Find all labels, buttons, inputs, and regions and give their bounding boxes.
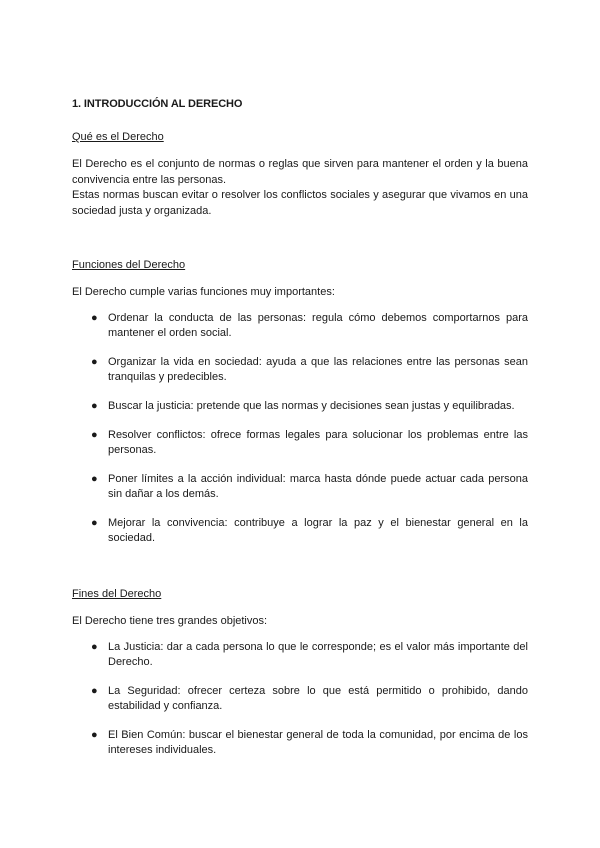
paragraph: Estas normas buscan evitar o resolver los conflictos sociales y asegurar que vivamos en una sociedad justa y organizada. <box>72 189 528 217</box>
list-item-text: La Seguridad: ofrecer certeza sobre lo que está permitido o prohibido, dando estabilidad y confianza. <box>108 685 528 712</box>
bullet-icon: ● <box>91 517 98 529</box>
list-item-text: Buscar la justicia: pretende que las normas y decisiones sean justas y equilibradas. <box>108 400 515 412</box>
bullet-icon: ● <box>91 400 98 412</box>
section-intro-funciones: El Derecho cumple varias funciones muy importantes: <box>72 286 335 298</box>
section-heading-funciones: Funciones del Derecho <box>72 259 186 271</box>
list-item <box>72 640 528 670</box>
bullet-icon: ● <box>91 685 98 697</box>
list-item <box>72 355 528 385</box>
bullet-list-funciones <box>72 311 528 560</box>
list-item <box>72 516 528 546</box>
list-item <box>72 684 528 714</box>
list-item-text: Mejorar la convivencia: contribuye a lograr la paz y el bienestar general en la sociedad. <box>108 517 528 544</box>
section-heading-fines: Fines del Derecho <box>72 588 162 600</box>
bullet-icon: ● <box>91 356 98 368</box>
bullet-icon: ● <box>91 729 98 741</box>
bullet-icon: ● <box>91 473 98 485</box>
list-item-text: Resolver conflictos: ofrece formas legales para solucionar los problemas entre las personas. <box>108 429 528 456</box>
bullet-icon: ● <box>91 312 98 324</box>
list-item <box>72 728 528 758</box>
list-item <box>72 472 528 502</box>
section-intro-fines: El Derecho tiene tres grandes objetivos: <box>72 615 268 627</box>
list-item-text: La Justicia: dar a cada persona lo que le corresponde; es el valor más importante del Derecho. <box>108 641 528 668</box>
list-item-text: Organizar la vida en sociedad: ayuda a que las relaciones entre las personas sean tranquilas y predecibles. <box>108 356 528 383</box>
list-item-text: Ordenar la conducta de las personas: regula cómo debemos comportarnos para mantener el orden social. <box>108 312 528 339</box>
page-title: 1. INTRODUCCIÓN AL DERECHO <box>72 98 243 110</box>
list-item-text: Poner límites a la acción individual: marca hasta dónde puede actuar cada persona sin dañar a los demás. <box>108 473 528 500</box>
section-paragraphs-que-es <box>72 157 528 219</box>
list-item <box>72 399 528 414</box>
section-heading-que-es: Qué es el Derecho <box>72 131 164 143</box>
list-item <box>72 428 528 458</box>
bullet-icon: ● <box>91 641 98 653</box>
list-item <box>72 311 528 341</box>
bullet-icon: ● <box>91 429 98 441</box>
paragraph: El Derecho es el conjunto de normas o reglas que sirven para mantener el orden y la buena convivencia entre las personas. <box>72 158 528 186</box>
list-item-text: El Bien Común: buscar el bienestar general de toda la comunidad, por encima de los intereses individuales. <box>108 729 528 756</box>
bullet-list-fines <box>72 640 528 772</box>
